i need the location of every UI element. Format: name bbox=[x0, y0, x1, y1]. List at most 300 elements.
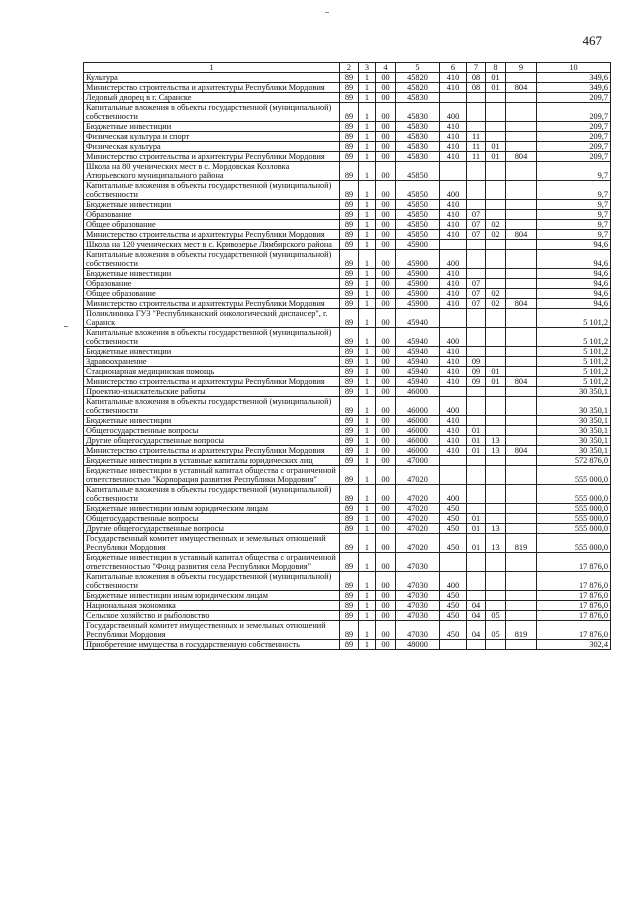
row-value-cell bbox=[506, 485, 537, 504]
row-value-cell: 00 bbox=[376, 162, 396, 181]
row-name-cell: Культура bbox=[84, 73, 340, 83]
row-value-cell: 209,7 bbox=[537, 142, 611, 152]
row-value-cell: 17 876,0 bbox=[537, 553, 611, 572]
column-header-5: 5 bbox=[396, 63, 440, 73]
row-value-cell: 89 bbox=[340, 367, 359, 377]
row-name-cell: Капитальные вложения в объекты государственной (муниципальной) собственности bbox=[84, 328, 340, 347]
row-value-cell: 89 bbox=[340, 514, 359, 524]
row-value-cell: 45900 bbox=[396, 250, 440, 269]
row-value-cell: 1 bbox=[359, 357, 376, 367]
row-value-cell: 89 bbox=[340, 436, 359, 446]
row-value-cell: 00 bbox=[376, 367, 396, 377]
row-value-cell bbox=[506, 279, 537, 289]
row-value-cell: 1 bbox=[359, 456, 376, 466]
row-value-cell bbox=[486, 601, 506, 611]
row-value-cell: 00 bbox=[376, 377, 396, 387]
row-value-cell: 555 000,0 bbox=[537, 504, 611, 514]
row-name-cell: Физическая культура и спорт bbox=[84, 132, 340, 142]
row-value-cell: 01 bbox=[467, 514, 486, 524]
table-row bbox=[84, 210, 611, 220]
row-value-cell: 45830 bbox=[396, 103, 440, 122]
row-value-cell: 94,6 bbox=[537, 250, 611, 269]
table-row bbox=[84, 377, 611, 387]
column-header-4: 4 bbox=[376, 63, 396, 73]
row-value-cell: 00 bbox=[376, 132, 396, 142]
row-value-cell: 804 bbox=[506, 377, 537, 387]
row-value-cell bbox=[467, 269, 486, 279]
row-value-cell: 09 bbox=[467, 377, 486, 387]
row-value-cell: 89 bbox=[340, 152, 359, 162]
row-value-cell: 1 bbox=[359, 446, 376, 456]
row-name-cell: Министерство строительства и архитектуры Республики Мордовия bbox=[84, 446, 340, 456]
row-value-cell: 9,7 bbox=[537, 200, 611, 210]
row-value-cell bbox=[486, 200, 506, 210]
row-value-cell: 349,6 bbox=[537, 83, 611, 93]
row-value-cell: 00 bbox=[376, 328, 396, 347]
row-value-cell: 555 000,0 bbox=[537, 466, 611, 485]
row-value-cell bbox=[467, 103, 486, 122]
row-value-cell: 17 876,0 bbox=[537, 591, 611, 601]
row-value-cell: 1 bbox=[359, 328, 376, 347]
row-value-cell: 1 bbox=[359, 621, 376, 640]
row-value-cell bbox=[467, 466, 486, 485]
row-value-cell: 804 bbox=[506, 230, 537, 240]
row-value-cell: 30 350,1 bbox=[537, 436, 611, 446]
row-value-cell: 400 bbox=[440, 103, 467, 122]
row-value-cell: 07 bbox=[467, 230, 486, 240]
table-row bbox=[84, 220, 611, 230]
row-value-cell: 89 bbox=[340, 591, 359, 601]
row-value-cell bbox=[486, 553, 506, 572]
row-value-cell: 89 bbox=[340, 553, 359, 572]
row-value-cell: 1 bbox=[359, 122, 376, 132]
column-header-2: 2 bbox=[340, 63, 359, 73]
row-value-cell bbox=[506, 436, 537, 446]
row-value-cell bbox=[486, 122, 506, 132]
row-value-cell bbox=[506, 553, 537, 572]
row-value-cell: 400 bbox=[440, 250, 467, 269]
row-value-cell: 410 bbox=[440, 210, 467, 220]
row-value-cell: 00 bbox=[376, 200, 396, 210]
row-value-cell: 30 350,1 bbox=[537, 446, 611, 456]
row-value-cell: 46000 bbox=[396, 387, 440, 397]
row-value-cell: 89 bbox=[340, 162, 359, 181]
row-name-cell: Капитальные вложения в объекты государственной (муниципальной) собственности bbox=[84, 250, 340, 269]
row-name-cell: Министерство строительства и архитектуры Республики Мордовия bbox=[84, 83, 340, 93]
row-value-cell bbox=[467, 240, 486, 250]
row-value-cell: 11 bbox=[467, 142, 486, 152]
row-value-cell bbox=[506, 591, 537, 601]
row-value-cell bbox=[486, 504, 506, 514]
row-value-cell: 410 bbox=[440, 426, 467, 436]
row-value-cell: 89 bbox=[340, 93, 359, 103]
row-value-cell: 00 bbox=[376, 397, 396, 416]
row-value-cell: 450 bbox=[440, 534, 467, 553]
row-value-cell: 45850 bbox=[396, 220, 440, 230]
row-value-cell bbox=[467, 572, 486, 591]
row-value-cell: 89 bbox=[340, 200, 359, 210]
row-value-cell: 01 bbox=[486, 83, 506, 93]
row-value-cell: 1 bbox=[359, 514, 376, 524]
column-header-10: 10 bbox=[537, 63, 611, 73]
row-value-cell bbox=[486, 466, 506, 485]
row-value-cell: 1 bbox=[359, 591, 376, 601]
row-value-cell: 1 bbox=[359, 103, 376, 122]
table-row bbox=[84, 230, 611, 240]
row-value-cell: 89 bbox=[340, 456, 359, 466]
row-value-cell: 410 bbox=[440, 416, 467, 426]
row-value-cell bbox=[467, 504, 486, 514]
row-value-cell: 00 bbox=[376, 220, 396, 230]
row-value-cell: 07 bbox=[467, 289, 486, 299]
row-value-cell: 410 bbox=[440, 279, 467, 289]
table-body bbox=[84, 73, 611, 650]
row-name-cell: Другие общегосударственные вопросы bbox=[84, 436, 340, 446]
row-name-cell: Проектно-изыскательские работы bbox=[84, 387, 340, 397]
row-name-cell: Бюджетные инвестиции bbox=[84, 347, 340, 357]
row-value-cell: 450 bbox=[440, 621, 467, 640]
row-value-cell: 1 bbox=[359, 466, 376, 485]
row-value-cell: 89 bbox=[340, 220, 359, 230]
row-name-cell: Министерство строительства и архитектуры Республики Мордовия bbox=[84, 230, 340, 240]
row-value-cell bbox=[486, 309, 506, 328]
column-header-6: 6 bbox=[440, 63, 467, 73]
row-value-cell: 400 bbox=[440, 397, 467, 416]
table-row bbox=[84, 446, 611, 456]
row-value-cell bbox=[506, 289, 537, 299]
table-row bbox=[84, 181, 611, 200]
row-value-cell: 17 876,0 bbox=[537, 601, 611, 611]
column-header-1: 1 bbox=[84, 63, 340, 73]
row-value-cell bbox=[440, 387, 467, 397]
row-value-cell: 89 bbox=[340, 279, 359, 289]
row-value-cell: 1 bbox=[359, 367, 376, 377]
row-value-cell: 555 000,0 bbox=[537, 534, 611, 553]
row-value-cell: 89 bbox=[340, 181, 359, 200]
row-value-cell bbox=[467, 181, 486, 200]
row-value-cell bbox=[440, 93, 467, 103]
row-value-cell: 00 bbox=[376, 611, 396, 621]
row-value-cell bbox=[467, 640, 486, 650]
row-value-cell: 9,7 bbox=[537, 181, 611, 200]
row-value-cell bbox=[506, 456, 537, 466]
row-value-cell: 555 000,0 bbox=[537, 485, 611, 504]
row-value-cell: 89 bbox=[340, 446, 359, 456]
column-header-8: 8 bbox=[486, 63, 506, 73]
row-value-cell bbox=[486, 640, 506, 650]
row-value-cell bbox=[486, 485, 506, 504]
row-value-cell bbox=[506, 269, 537, 279]
row-value-cell: 89 bbox=[340, 210, 359, 220]
row-value-cell: 209,7 bbox=[537, 93, 611, 103]
table-row bbox=[84, 426, 611, 436]
row-value-cell: 02 bbox=[486, 220, 506, 230]
row-value-cell: 555 000,0 bbox=[537, 514, 611, 524]
row-value-cell: 1 bbox=[359, 230, 376, 240]
row-value-cell: 1 bbox=[359, 210, 376, 220]
row-value-cell bbox=[506, 103, 537, 122]
table-row bbox=[84, 152, 611, 162]
row-value-cell: 46000 bbox=[396, 416, 440, 426]
row-value-cell bbox=[440, 309, 467, 328]
row-value-cell bbox=[467, 416, 486, 426]
row-value-cell: 45830 bbox=[396, 132, 440, 142]
row-value-cell: 00 bbox=[376, 572, 396, 591]
row-value-cell: 1 bbox=[359, 162, 376, 181]
row-value-cell: 02 bbox=[486, 289, 506, 299]
table-row bbox=[84, 504, 611, 514]
row-value-cell: 1 bbox=[359, 73, 376, 83]
row-value-cell: 1 bbox=[359, 269, 376, 279]
row-value-cell: 450 bbox=[440, 504, 467, 514]
table-row bbox=[84, 572, 611, 591]
row-value-cell: 45830 bbox=[396, 122, 440, 132]
row-value-cell bbox=[486, 269, 506, 279]
row-value-cell: 89 bbox=[340, 524, 359, 534]
row-value-cell: 45850 bbox=[396, 181, 440, 200]
row-value-cell: 45940 bbox=[396, 347, 440, 357]
row-name-cell: Общегосударственные вопросы bbox=[84, 514, 340, 524]
row-value-cell bbox=[506, 240, 537, 250]
row-value-cell: 13 bbox=[486, 436, 506, 446]
row-name-cell: Бюджетные инвестиции bbox=[84, 200, 340, 210]
row-value-cell: 89 bbox=[340, 122, 359, 132]
row-value-cell: 01 bbox=[467, 534, 486, 553]
row-value-cell: 00 bbox=[376, 210, 396, 220]
row-name-cell: Государственный комитет имущественных и земельных отношений Республики Мордовия bbox=[84, 534, 340, 553]
row-value-cell: 89 bbox=[340, 309, 359, 328]
row-value-cell: 09 bbox=[467, 367, 486, 377]
row-value-cell: 13 bbox=[486, 534, 506, 553]
row-value-cell: 89 bbox=[340, 142, 359, 152]
table-row bbox=[84, 436, 611, 446]
row-value-cell bbox=[467, 347, 486, 357]
row-value-cell: 400 bbox=[440, 328, 467, 347]
row-value-cell: 11 bbox=[467, 132, 486, 142]
table-row bbox=[84, 367, 611, 377]
row-value-cell bbox=[486, 456, 506, 466]
row-value-cell bbox=[467, 93, 486, 103]
row-value-cell bbox=[467, 162, 486, 181]
row-value-cell: 13 bbox=[486, 524, 506, 534]
row-value-cell bbox=[506, 210, 537, 220]
scan-mark-top bbox=[325, 12, 329, 13]
row-value-cell bbox=[506, 181, 537, 200]
row-value-cell: 00 bbox=[376, 347, 396, 357]
row-value-cell: 1 bbox=[359, 524, 376, 534]
row-value-cell: 04 bbox=[467, 601, 486, 611]
row-value-cell: 45940 bbox=[396, 357, 440, 367]
row-value-cell: 410 bbox=[440, 446, 467, 456]
row-name-cell: Бюджетные инвестиции в уставные капиталы юридических лиц bbox=[84, 456, 340, 466]
row-value-cell: 410 bbox=[440, 230, 467, 240]
row-value-cell: 00 bbox=[376, 485, 396, 504]
row-value-cell: 89 bbox=[340, 289, 359, 299]
row-value-cell: 00 bbox=[376, 289, 396, 299]
row-value-cell bbox=[506, 572, 537, 591]
row-value-cell bbox=[440, 240, 467, 250]
row-value-cell: 01 bbox=[486, 377, 506, 387]
row-value-cell bbox=[486, 426, 506, 436]
row-value-cell: 410 bbox=[440, 220, 467, 230]
row-value-cell bbox=[486, 132, 506, 142]
row-value-cell: 45940 bbox=[396, 328, 440, 347]
row-value-cell bbox=[486, 397, 506, 416]
row-value-cell: 45900 bbox=[396, 299, 440, 309]
budget-table bbox=[83, 62, 611, 650]
row-value-cell: 1 bbox=[359, 200, 376, 210]
row-name-cell: Школа на 120 ученических мест в с. Кривозерье Лямбирского района bbox=[84, 240, 340, 250]
row-value-cell bbox=[506, 357, 537, 367]
row-value-cell: 00 bbox=[376, 466, 396, 485]
row-value-cell: 45850 bbox=[396, 210, 440, 220]
row-value-cell: 1 bbox=[359, 309, 376, 328]
row-value-cell: 89 bbox=[340, 534, 359, 553]
row-value-cell: 00 bbox=[376, 181, 396, 200]
row-value-cell: 05 bbox=[486, 621, 506, 640]
row-value-cell: 47020 bbox=[396, 514, 440, 524]
row-value-cell: 00 bbox=[376, 387, 396, 397]
row-value-cell: 410 bbox=[440, 122, 467, 132]
row-value-cell: 1 bbox=[359, 416, 376, 426]
row-value-cell: 89 bbox=[340, 328, 359, 347]
row-value-cell bbox=[486, 103, 506, 122]
row-value-cell: 89 bbox=[340, 83, 359, 93]
row-value-cell: 89 bbox=[340, 601, 359, 611]
row-value-cell: 00 bbox=[376, 524, 396, 534]
table-row bbox=[84, 514, 611, 524]
row-value-cell: 00 bbox=[376, 269, 396, 279]
row-name-cell: Общее образование bbox=[84, 220, 340, 230]
row-value-cell: 450 bbox=[440, 611, 467, 621]
row-value-cell: 819 bbox=[506, 534, 537, 553]
row-value-cell: 410 bbox=[440, 142, 467, 152]
row-value-cell: 08 bbox=[467, 73, 486, 83]
table-row bbox=[84, 553, 611, 572]
row-value-cell: 17 876,0 bbox=[537, 572, 611, 591]
table-row bbox=[84, 132, 611, 142]
row-value-cell: 5 101,2 bbox=[537, 309, 611, 328]
row-value-cell: 302,4 bbox=[537, 640, 611, 650]
row-name-cell: Ледовый дворец в г. Саранске bbox=[84, 93, 340, 103]
row-value-cell: 410 bbox=[440, 377, 467, 387]
row-value-cell bbox=[467, 200, 486, 210]
table-row bbox=[84, 289, 611, 299]
row-value-cell: 00 bbox=[376, 446, 396, 456]
table-row bbox=[84, 269, 611, 279]
row-name-cell: Капитальные вложения в объекты государственной (муниципальной) собственности bbox=[84, 485, 340, 504]
row-value-cell: 45940 bbox=[396, 309, 440, 328]
row-value-cell: 89 bbox=[340, 357, 359, 367]
row-value-cell: 45830 bbox=[396, 152, 440, 162]
row-value-cell bbox=[506, 328, 537, 347]
row-value-cell: 45820 bbox=[396, 73, 440, 83]
row-value-cell: 400 bbox=[440, 181, 467, 200]
row-value-cell bbox=[486, 279, 506, 289]
row-value-cell bbox=[467, 485, 486, 504]
row-value-cell: 45850 bbox=[396, 200, 440, 210]
table-row bbox=[84, 142, 611, 152]
row-value-cell: 00 bbox=[376, 456, 396, 466]
row-value-cell: 47020 bbox=[396, 485, 440, 504]
row-value-cell: 01 bbox=[486, 367, 506, 377]
table-row bbox=[84, 309, 611, 328]
row-value-cell: 1 bbox=[359, 387, 376, 397]
row-value-cell: 209,7 bbox=[537, 122, 611, 132]
row-value-cell: 89 bbox=[340, 426, 359, 436]
table-row bbox=[84, 416, 611, 426]
row-value-cell bbox=[506, 347, 537, 357]
row-name-cell: Национальная экономика bbox=[84, 601, 340, 611]
row-value-cell: 1 bbox=[359, 279, 376, 289]
row-value-cell: 89 bbox=[340, 240, 359, 250]
row-value-cell: 00 bbox=[376, 416, 396, 426]
row-name-cell: Физическая культура bbox=[84, 142, 340, 152]
row-value-cell bbox=[440, 553, 467, 572]
row-value-cell: 00 bbox=[376, 591, 396, 601]
row-value-cell bbox=[506, 200, 537, 210]
row-name-cell: Капитальные вложения в объекты государственной (муниципальной) собственности bbox=[84, 103, 340, 122]
table-row bbox=[84, 485, 611, 504]
table-row bbox=[84, 591, 611, 601]
row-value-cell: 47020 bbox=[396, 466, 440, 485]
row-value-cell: 410 bbox=[440, 357, 467, 367]
row-value-cell: 572 876,0 bbox=[537, 456, 611, 466]
row-value-cell: 00 bbox=[376, 640, 396, 650]
row-value-cell: 45940 bbox=[396, 377, 440, 387]
row-value-cell bbox=[467, 397, 486, 416]
row-name-cell: Бюджетные инвестиции в уставный капитал общества с ограниченной ответственностью "Корпорация развития Республики Мордовия" bbox=[84, 466, 340, 485]
table-row bbox=[84, 611, 611, 621]
row-value-cell bbox=[506, 416, 537, 426]
row-value-cell: 01 bbox=[467, 426, 486, 436]
row-name-cell: Поликлиника ГУЗ "Республиканский онкологический диспансер", г. Саранск bbox=[84, 309, 340, 328]
row-value-cell: 89 bbox=[340, 73, 359, 83]
row-value-cell: 410 bbox=[440, 200, 467, 210]
table-row bbox=[84, 640, 611, 650]
row-value-cell: 89 bbox=[340, 397, 359, 416]
table-row bbox=[84, 387, 611, 397]
row-value-cell: 08 bbox=[467, 83, 486, 93]
row-value-cell: 209,7 bbox=[537, 103, 611, 122]
row-name-cell: Государственный комитет имущественных и земельных отношений Республики Мордовия bbox=[84, 621, 340, 640]
row-value-cell: 89 bbox=[340, 466, 359, 485]
row-value-cell: 1 bbox=[359, 142, 376, 152]
row-value-cell: 00 bbox=[376, 279, 396, 289]
row-value-cell bbox=[486, 591, 506, 601]
row-name-cell: Капитальные вложения в объекты государственной (муниципальной) собственности bbox=[84, 572, 340, 591]
row-value-cell: 9,7 bbox=[537, 162, 611, 181]
row-value-cell: 46000 bbox=[396, 426, 440, 436]
row-value-cell: 00 bbox=[376, 122, 396, 132]
row-value-cell: 00 bbox=[376, 250, 396, 269]
row-value-cell: 01 bbox=[467, 436, 486, 446]
row-value-cell: 00 bbox=[376, 152, 396, 162]
row-value-cell bbox=[467, 553, 486, 572]
row-value-cell bbox=[506, 73, 537, 83]
row-value-cell bbox=[506, 426, 537, 436]
row-name-cell: Бюджетные инвестиции иным юридическим лицам bbox=[84, 504, 340, 514]
row-value-cell: 47020 bbox=[396, 504, 440, 514]
column-header-7: 7 bbox=[467, 63, 486, 73]
row-value-cell: 09 bbox=[467, 357, 486, 367]
row-value-cell: 45850 bbox=[396, 162, 440, 181]
row-value-cell: 804 bbox=[506, 152, 537, 162]
row-value-cell: 1 bbox=[359, 436, 376, 446]
row-value-cell bbox=[506, 504, 537, 514]
row-value-cell bbox=[467, 250, 486, 269]
row-value-cell bbox=[506, 367, 537, 377]
